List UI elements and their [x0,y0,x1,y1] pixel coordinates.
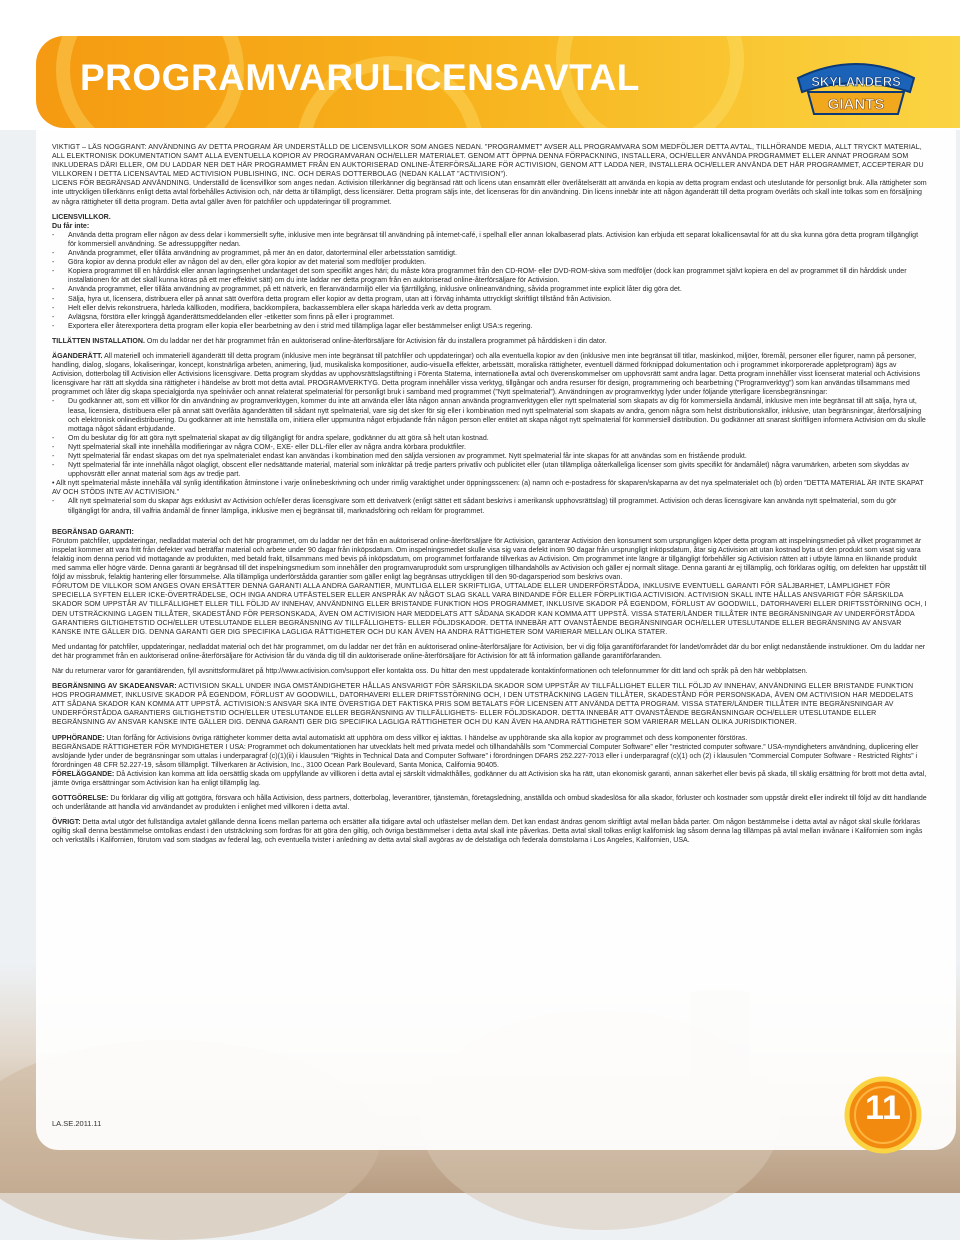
document-code: LA.SE.2011.11 [52,1119,102,1128]
injunction-paragraph: FÖRELÄGGANDE: Då Activision kan komma att lida oersättlig skada om uppfyllande av villkoren i detta avtal ej särskilt vidmakthålles, godkänner du att Activision ska ha rätt, utan ekonomisk garanti, annan säkerhet eller bevis på skada, till skälig ersättning för brott mot detta avtal, jämte övriga ersättningar som Activision kan ha enligt tillämplig lag. [52,770,927,787]
license-terms-subheading: Du får inte: [52,222,90,230]
ownership-list [52,397,927,479]
list-item: - Göra kopior av denna produkt eller av någon del av den, eller göra kopior av det material som medföljer produkten. [52,259,427,267]
list-item: - Använda programmet, eller tillåta användning av programmet, på mer än en dator, datorterminal eller arbetsstation samtidigt. [52,250,457,258]
page-title: PROGRAMVARULICENSAVTAL [80,57,640,98]
license-terms-heading: LICENSVILLKOR. [52,213,111,221]
list-item: - Kopiera programmet till en hårddisk eller annan lagringsenhet undantaget det som specifikt anges häri; du måste köra programmet från den CD-ROM- eller DVD-ROM-skiva som medföljer (dock kan programmet självt kopiera en del av programmet till din hårddisk under installationen för att det skall kunna köras på ett mer effektivt sätt) om du inte laddar ner detta program från en auktoriserad online-återförsäljare för Activision. [52,268,907,285]
miscellaneous-paragraph: ÖVRIGT: Detta avtal utgör det fullständiga avtalet gällande denna licens mellan parterna och ersätter alla tidigare avtal och utfästelser mellan dem. Det kan endast ändras genom skriftligt avtal mellan båda parter. Om någon bestämmelse i detta avtal av något skäl skulle förklaras ogiltig skall denna bestämmelse omtolkas endast i den utsträckning som fordras för att göra den giltig, och övriga bestämmelser i detta avtal skall inte påverkas. Detta avtal skall tolkas enligt kalifornisk lag såsom denna lag tillämpas på avtal mellan invånare i Kalifornien som ingås och verkställs i Kalifornien, förutom vad som stadgas av federal lag, och eventuella tvister i anledning av detta avtal skall avgöras av de delstatliga och federala domstolarna i Los Angeles, Kalifornien, USA. [52,819,923,845]
liability-paragraph: BEGRÄNSNING AV SKADEANSVAR: ACTIVISION SKALL UNDER INGA OMSTÄNDIGHETER HÅLLAS ANSVARIGT FÖR SÄRSKILDA SKADOR SOM UPPSTÅR AV TILLFÄLLIGHET ELLER TILL FÖLJD AV INNEHAV, ANVÄNDNING ELLER BRISTANDE FUNKTION HOS PROGRAMMET, INKLUSIVE SKADOR PÅ EGENDOM, FÖRLUST AV GOODWILL, DATORHAVERI ELLER DRIFTSSTÖRNING OCH, I DEN UTSTRÄCKNING LAGEN TILLÅTER, SKADESTÅND FÖR PERSONSKADA, ÄVEN OM ACTIVISION HAR MEDDELATS ATT SÅDANA SKADOR KAN KOMMA ATT UPPSTÅ. ACTIVISION:S ANSVAR SKA INTE ÖVERSTIGA DET FAKTISKA PRIS SOM BETALATS FÖR LICENSEN ATT ANVÄNDA DETTA PROGRAM. VISSA STATER/LÄNDER TILLÅTER INTE BEGRÄNSNINGAR AV UNDERFÖRSTÅDDA GARANTIERS GILTIGHETSTID OCH/ELLER UTESLUTANDE ELLER BEGRÄNSNING AV TILLFÄLLIGHETS- ELLER FÖLJDSKADOR. DETTA INNEBÄR ATT OVANSTÅENDE BEGRÄNSNINGAR OCH/ELLER UTESLUTANDE ELLER BEGRÄNSNING AV ANSVAR KANSKE INTE GÄLLER DIG. DENNA GARANTI GER DIG SPECIFIKA LAGLIGA RÄTTIGHETER OCH DU KAN ÄVEN HA ANDRA RÄTTIGHETER SOM VARIERAR MELLAN OLIKA JURISDIKTIONER. [52,683,914,727]
list-item: - Nytt spelmaterial skall inte innehålla modifieringar av några COM-, EXE- eller DLL-filer eller av några andra körbara produktfiler. [52,443,466,451]
logo-text-top: SKYLANDERS [811,74,901,89]
list-item: - Nytt spelmaterial får endast skapas om det nya spelmaterialet endast kan användas i kombination med den säljda versionen av programmet. Nytt spelmaterial får inte skapas för att användas som en fristående produkt. [52,453,747,460]
list-item: - Avlägsna, förstöra eller kringgå äganderättsmeddelanden eller -etiketter som finns på eller i programmet. [52,313,395,321]
list-item: - Sälja, hyra ut, licensera, distribuera eller på annat sätt överföra detta program eller kopior av detta program, utan att i förväg inhämta uttryckligt skriftligt tillstånd från Activision. [52,295,612,303]
page-number: 11 [865,1089,901,1127]
warranty-procedure-paragraph: Med undantag för patchfiler, uppdateringar, nedladdat material och det här programmet, om du laddar ner det från en auktoriserad online-återförsäljare för Activision, ber vi dig följa garantiförfarandet för landet/området där du bor enligt nedanstående instruktioner. Om du laddar ner det här programmet från en auktoriserad online-återförsäljare för Activision får du vända dig till din auktoriserade online-återförsäljare för Activision för att få information gällande garantiförfaranden. [52,643,926,660]
list-item: - Använda detta program eller någon av dess delar i kommersiellt syfte, inklusive men inte begränsat till användning på internet-café, i spelhall eller annan lokalbaserad plats. Activision kan erbjuda ett separat lokallicensavtal för att du ska kunna göra detta program tillgängligt för kommersiell användning. Se adressuppgifter nedan. [52,231,919,248]
skylanders-giants-logo [792,48,920,120]
list-item: - Nytt spelmaterial får inte innehålla något olagligt, obscent eller nedsättande material, material som inkräktar på tredje parters privatliv och publicitet eller (utan tillämpliga oåterkalleliga licenser som givits specifikt för ändamålet) några varumärken, arbeten som skyddas av upphovsrätt eller annat material som ägs av tredje part. [52,462,909,479]
warranty-return-paragraph: När du returnerar varor för garantiärenden, fyll avsnittsformuläret på http://www.activision.com/support eller kontakta oss. Du hittar den mest uppdaterade kontaktinformationen och telefonnummer för ditt land och språk på den här webbplatsen. [52,667,808,675]
indemnity-paragraph: GOTTGÖRELSE: Du förklarar dig villig att gottgöra, försvara och hålla Activision, dess partners, dotterbolag, leverantörer, tjänstemän, företagsledning, anställda och ombud skadeslösa för alla skador, förluster och kostnader som uppstår direkt eller indirekt till följd av ditt handlande och underlåtande att handla vid användandet av produkten i enlighet med villkoren i detta avtal. [52,795,927,812]
ownership-list-end [52,497,927,515]
list-item: - Använda programmet, eller tillåta användning av programmet, på ett nätverk, en fleranvändarmiljö eller via fjärrtillgång, inklusive onlineanvändning, såvida programmet inte explicit låter dig göra det. [52,286,682,294]
limited-license-paragraph: LICENS FÖR BEGRÄNSAD ANVÄNDNING. Underställd de licensvillkor som anges nedan. Activision tillerkänner dig begränsad rätt och licens utan ensamrätt eller överlåtelserätt att använda en kopia av detta program endast och uteslutande för personligt bruk. Alla rättigheter som inte uttryckligen tillerkänns enligt detta avtal förbehålles Activision och, när detta är tillämpligt, dess licensiärer. Detta program säljs inte, det licenseras för din användning. Din licens innebär inte att någon äganderätt till detta program överlåts och skall inte tolkas som en försäljning av några rättigheter till detta program. Detta avtal gäller även för patchfiler och uppdateringar till programmet. [52,180,927,206]
us-government-rights-paragraph: BEGRÄNSADE RÄTTIGHETER FÖR MYNDIGHETER I USA: Programmet och dokumentationen har utvecklats helt med privata medel och tillhandahålls som ”Commercial Computer Software” eller ”restricted computer software.” USA-myndigheters användning, duplicering eller avslöjande lyder under de begränsningar som uttalas i underparagraf (c)(1)(ii) i klausulen ”Rights in Technical Data and Computer Software” i förordningen DFARS 252.227-7013 eller i underparagraf (c)(1) och (2) i klausulen ”Commercial Computer Software - Restricted Rights” i förordningen 48 CFR 52.227-19, såsom tillämpligt. Tillverkaren är Activision, Inc., 3100 Ocean Park Boulevard, Santa Monica, California 90405. [52,743,919,769]
termination-paragraph: UPPHÖRANDE: Utan förfång för Activisions övriga rättigheter kommer detta avtal automatiskt att upphöra om dess villkor ej iakttas. I händelse av upphörande ska alla kopior av programmet och dess komponenter förstöras. [52,734,748,742]
license-text [52,143,927,846]
warranty-paragraph: Förutom patchfiler, uppdateringar, nedladdat material och det här programmet, om du laddar ner det från en auktoriserad online-återförsäljare för Activision, garanterar Activision den konsument som ursprungligen köper detta program att inspelningsmediet på vilket programmet är inspelat kommer att vara fritt från defekter vad beträffar material och arbete under 90 dagar från inköpsdatum. Om inspelningsmediet skulle visa sig vara defekt inom 90 dagar från ursprungligt inköpsdatum, åtar sig Activision att utan kostnad byta ut den produkt som visat sig vara felaktig inom denna period vid mottagande av produkten, med betald frakt, tillsammans med bevis på inköpsdatum, om programmet fortfarande tillverkas av Activision. Om programmet inte längre är tillgängligt förbehåller sig Activision rätten att i utbyte lämna en liknande produkt med samma eller högre värde. Denna garanti är begränsad till det inspelningsmedium som innehåller den programvaruprodukt som ursprungligen tillhandahölls av Activision och gäller ej normalt slitage. Denna garanti är ej tillämplig, och förklaras ogiltig, om defekten har uppstått till följd av missbruk, felaktig hantering eller försummelse. Alla tillämpliga underförstådda garantier som gäller enligt lag begränsas uttryckligen till den 90-dagarsperiod som beskrivs ovan. [52,537,927,582]
permitted-installation-paragraph: TILLÄTTEN INSTALLATION. Om du laddar ner det här programmet från en auktoriserad online-återförsäljare för Activision får du installera programmet på hårddisken i din dator. [52,337,607,345]
intro-paragraph: VIKTIGT – LÄS NOGGRANT: ANVÄNDNING AV DETTA PROGRAM ÄR UNDERSTÄLLD DE LICENSVILLKOR SOM ANGES NEDAN. ”PROGRAMMET” AVSER ALL PROGRAMVARA SOM MEDFÖLJER DETTA AVTAL, TILLHÖRANDE MEDIA, ALLT TRYCKT MATERIAL, ALL ELEKTRONISK DOKUMENTATION SAMT ALLA EVENTUELLA KOPIOR AV PROGRAMVARAN OCH/ELLER MATERIALET. GENOM ATT ÖPPNA DENNA FÖRPACKNING, INSTALLERA, OCH/ELLER ANVÄNDA PROGRAMMET ELLER ANNAT PROGRAM SOM INKLUDERAS DÄRI ELLER, OM DU LADDAR NER DET HÄR PROGRAMMET FRÅN EN AUKTORISERAD ONLINE-ÅTERFÖRSÄLJARE FÖR ACTIVISION, GENOM ATT LADDA NER, INSTALLERA OCH/ELLER ANVÄNDA DET HÄR PROGRAMMET, ACCEPTERAR DU VILLKOREN I DETTA LICENSAVTAL MED ACTIVISION PUBLISHING, INC. OCH DERAS DOTTERBOLAG (NEDAN KALLAT ”ACTIVISION”). [52,144,924,179]
ownership-paragraph: ÄGANDERÄTT. All materiell och immateriell äganderätt till detta program (inklusive men inte begränsat till patchfiler och uppdateringar) och alla eventuella kopior av den (inklusive men inte begränsat till titlar, maskinkod, miljöer, föremål, personer eller figurer, namn på personer, handling, dialog, slogans, lokaliseringar, koncept, konstnärliga arbeten, animering, ljud, musikaliska kompositioner, audio-visuella effekter, arbetssätt, moraliska rättigheter, eventuell därmed förknippad dokumentation och i programmet inkorporerade appletprogram) ägs av Activision, dotterbolag till Activision eller Activisions licensgivare. Detta program skyddas av upphovsrättslagstiftning i Förenta Staterna, internationella avtal och överenskommelser om upphovsrätt samt andra lagar. Detta program innehåller visst licenserat material och Activisions licensgivare har rätt att skydda sina rättigheter i händelse av brott mot detta avtal. PROGRAMVERKTYG. Detta program innehåller vissa verktyg, tillgångar och andra resurser för design, programmering och bearbetning (”Programverktyg”) som kan användas tillsammans med programmet och låter dig skapa specialgjorda nya spelnivåer och annat relaterat spelmaterial för personligt bruk i samband med programmet (”Nytt spelmaterial”). Användningen av programverktyg lyder under följande ytterligare licensbegränsningar: [52,352,920,397]
ownership-bullet: • Allt nytt spelmaterial måste innehålla väl synlig identifikation åtminstone i varje onlinebeskrivning och under rimlig varaktighet under öppningsscenen: (a) namn och e-postadress för skaparen/skaparna av det nya spelmaterialet och (b) orden ”DETTA MATERIAL ÄR INTE SKAPAT AV OCH STÖDS INTE AV ACTIVISION.” [52,480,924,497]
list-item: - Om du beslutar dig för att göra nytt spelmaterial skapat av dig tillgängligt för andra spelare, godkänner du att göra så helt utan kostnad. [52,434,489,442]
license-terms-list [52,231,927,331]
logo-text-bottom: GIANTS [827,96,885,113]
list-item: - Helt eller delvis rekonstruera, härleda källkoden, modifiera, backkompilera, backassemblera eller skapa härledda verk av detta program. [52,304,492,312]
list-item: - Du godkänner att, som ett villkor för din användning av programverktygen, kommer du inte att använda eller låta någon annan använda programverktygen eller nytt spelmaterial som skapats av dig för kommersiella ändamål, inklusive men inte begränsat till att sälja, hyra ut, leasa, licensiera, distribuera eller på annat sätt överlåta äganderätten till sådant nytt spelmaterial, vare sig det sker för sig eller i kombination med nytt spelmaterial som skapats av andra, genom några som helst distributionskällor, inklusive, utan begränsningar, återförsäljning och elektronisk onlinedistribuering. Du godkänner att inte hemställa om, initiera eller uppmuntra något erbjudande från någon person eller entitet att skapa något nytt spelmaterial för kommersiell distribution. Du godkänner att snarast skriftligen informera Activision om du skulle mottaga något sådant erbjudande. [52,398,926,433]
warranty-heading: BEGRÄNSAD GARANTI: [52,528,134,536]
list-item: - Allt nytt spelmaterial som du skapar ägs exklusivt av Activision och/eller deras licensgivare som ett derivatverk (enligt sättet ett sådant beskrivs i amerikansk upphovsrättslag) till programmet. Activision och deras licensgivare kan använda nytt spelmaterial, som du gör tillgängligt för andra, till valfria ändamål de finner lämpliga, inklusive men ej begränsat till, marknadsföring och reklam för programmet. [52,498,897,515]
list-item: - Exportera eller återexportera detta program eller kopia eller bearbetning av den i strid med tillämpliga lagar eller bestämmelser enligt USA:s regering. [52,322,533,330]
warranty-caps-paragraph: FÖRUTOM DE VILLKOR SOM ANGES OVAN ERSÄTTER DENNA GARANTI ALLA ANDRA GARANTIER, MUNTLIGA ELLER SKRIFTLIGA, UTTALADE ELLER UNDERFÖRSTÅDDA, INKLUSIVE EVENTUELL GARANTI FÖR SÄLJBARHET, LÄMPLIGHET FÖR SPECIELLA SYFTEN ELLER ICKE-ÖVERTRÄDELSE, OCH INGA ANDRA UTFÄSTELSER ELLER ANSPRÅK AV NÅGOT SLAG SKALL VARA BINDANDE FÖR ELLER FÖRPLIKTIGA ACTIVISION. ACTIVISION SKALL INTE HÅLLAS ANSVARIGT FÖR SÄRSKILDA SKADOR SOM UPPSTÅR AV TILLFÄLLIGHET ELLER TILL FÖLJD AV INNEHAV, ANVÄNDNING ELLER BRISTANDE FUNKTION HOS PROGRAMMET, INKLUSIVE SKADOR PÅ EGENDOM, FÖRLUST AV GOODWILL, DATORHAVERI ELLER DRIFTSSTÖRNING OCH, I DEN UTSTRÄCKNING LAGEN TILLÅTER, SKADESTÅND FÖR PERSONSKADA, ÄVEN OM ACTIVISION HAR MEDDELATS ATT SÅDANA SKADOR KAN KOMMA ATT UPPSTÅ. VISSA STATER/LÄNDER TILLÅTER INTE BEGRÄNSNINGAR AV UNDERFÖRSTÅDDA GARANTIERS GILTIGHETSTID OCH/ELLER UTESLUTANDE ELLER BEGRÄNSNING AV TILLFÄLLIGHETS- ELLER FÖLJDSKADOR. DETTA INNEBÄR ATT OVANSTÅENDE BEGRÄNSNINGAR OCH/ELLER UTESLUTANDE ELLER BEGRÄNSNING AV ANSVAR KANSKE INTE GÄLLER DIG. DENNA GARANTI GER DIG SPECIFIKA LAGLIGA RÄTTIGHETER OCH DU KAN ÄVEN HA ANDRA RÄTTIGHETER SOM VARIERAR MELLAN OLIKA STATER. [52,583,927,636]
